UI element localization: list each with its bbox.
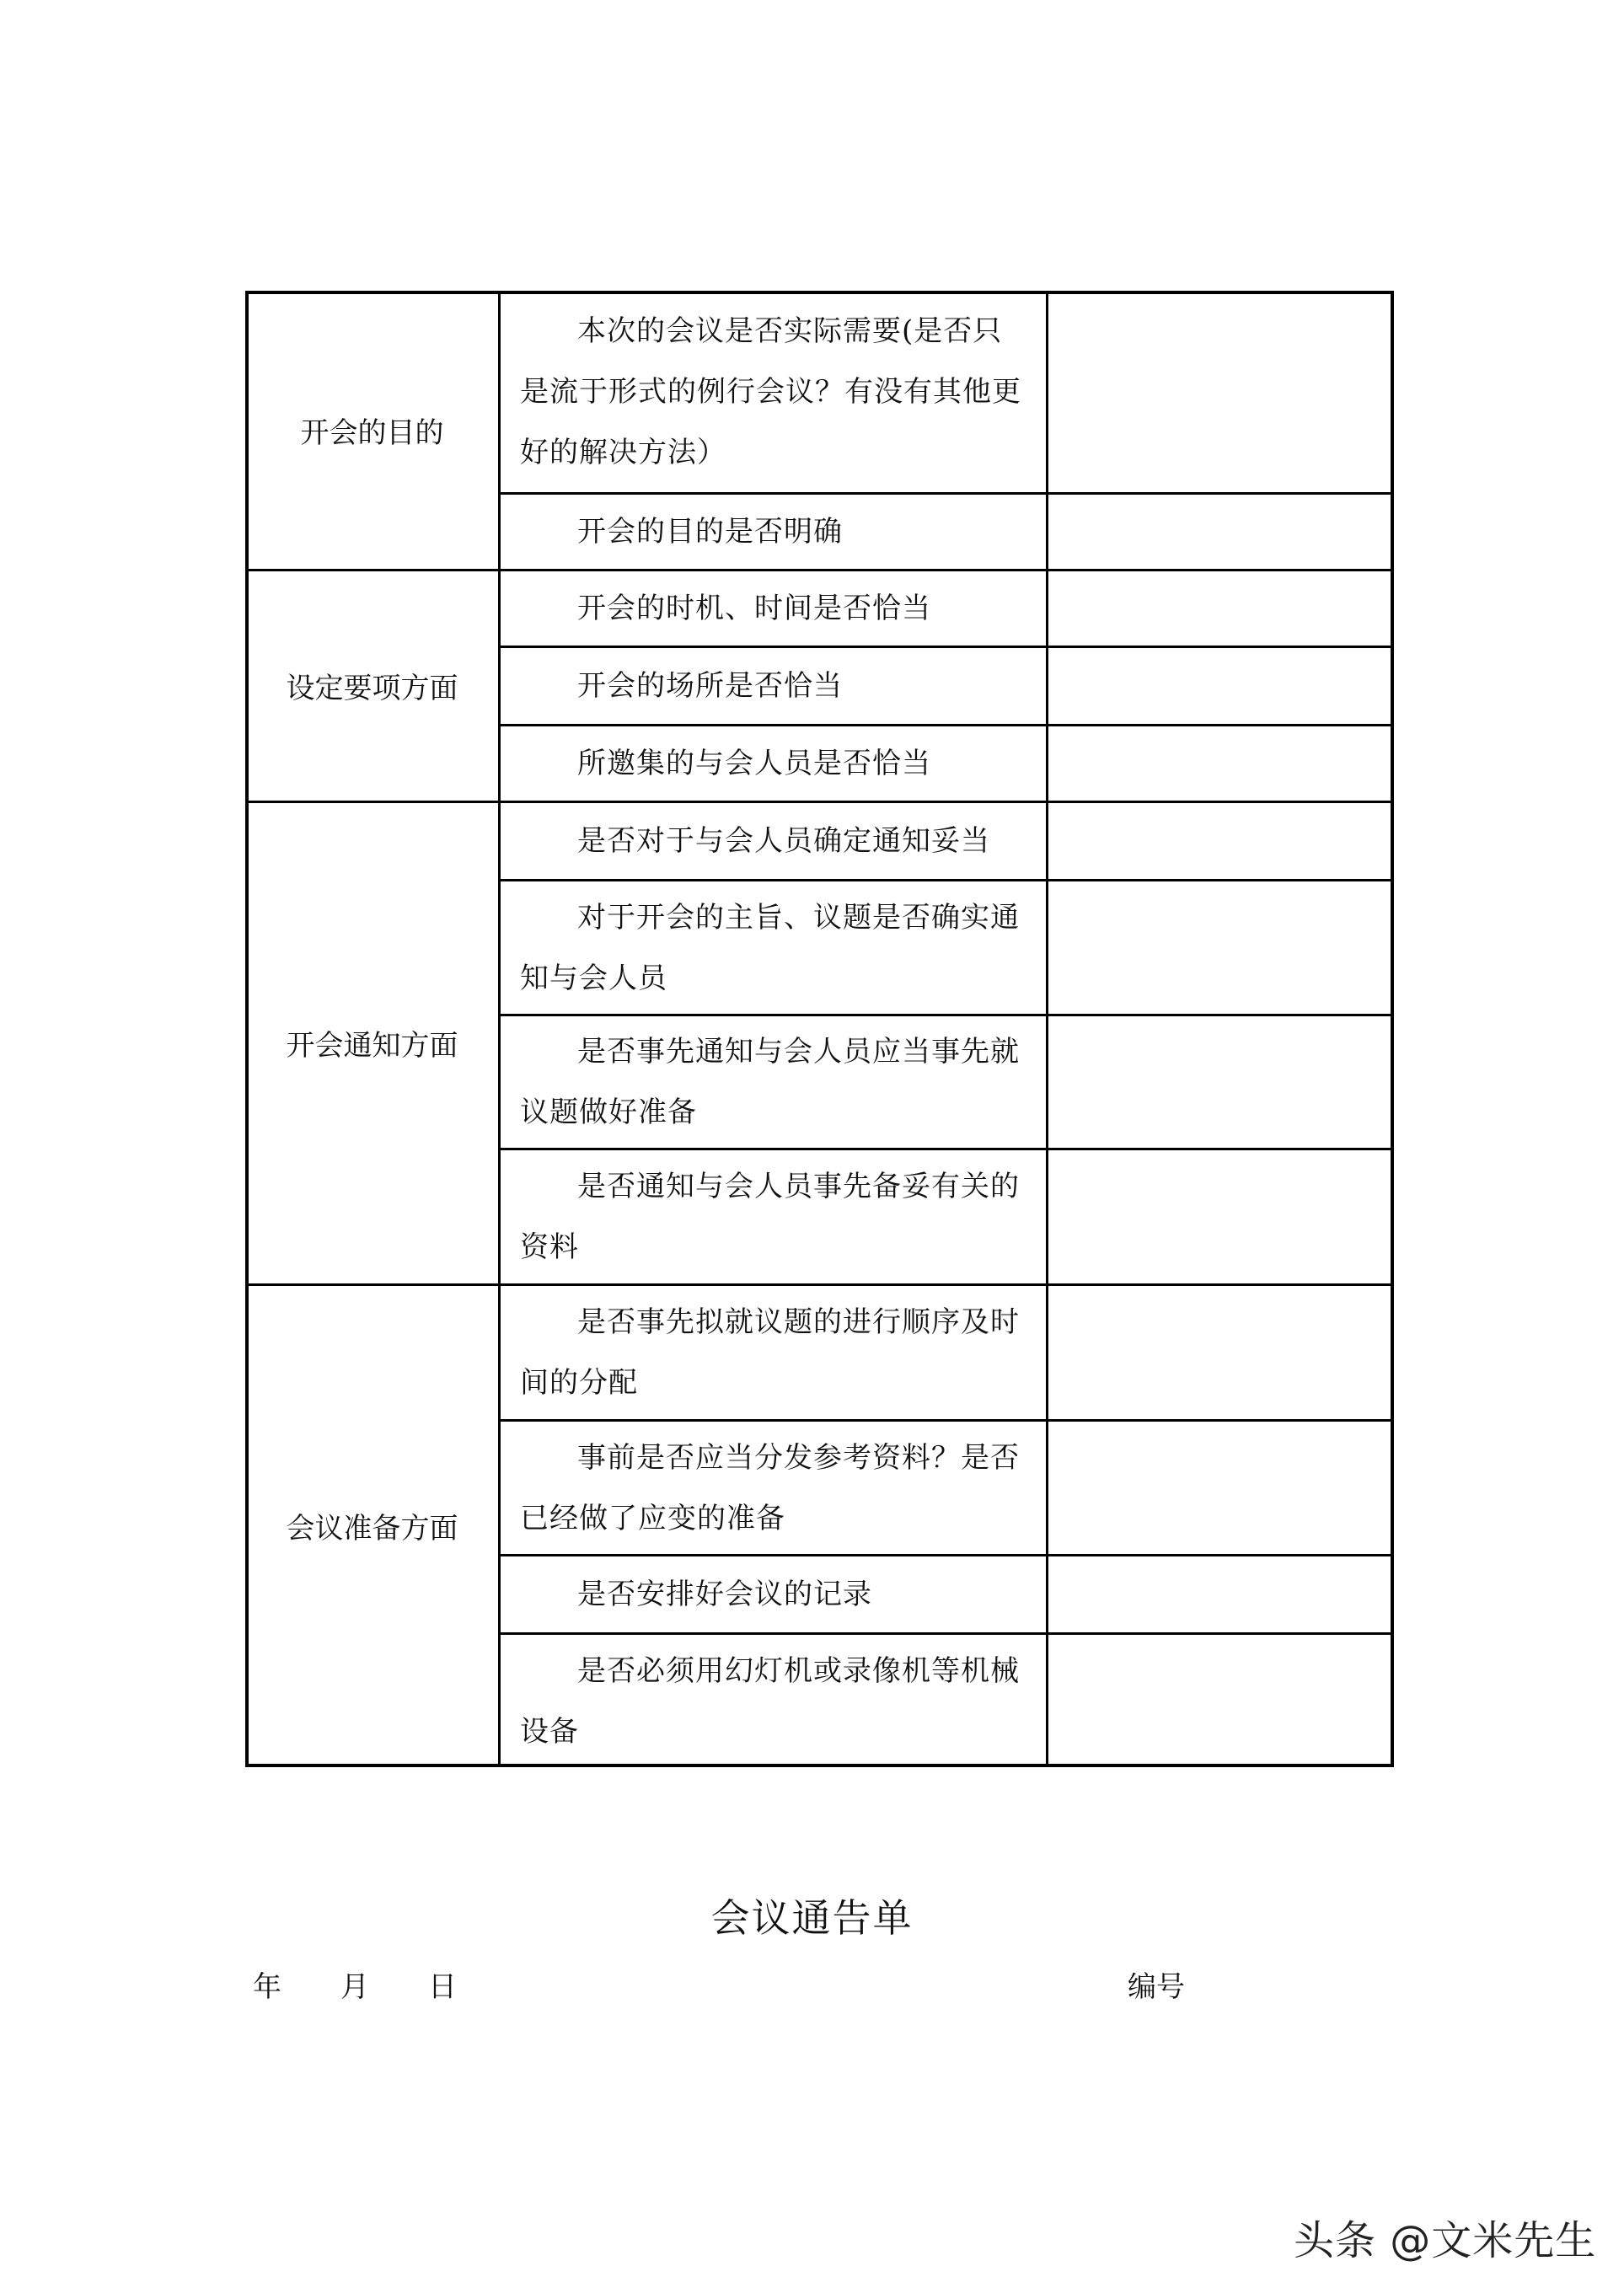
checklist-item bbox=[501, 648, 1047, 724]
item-text: 事前是否应当分发参考资料？是否已经做了应变的准备 bbox=[520, 1440, 1020, 1535]
checklist-item bbox=[501, 495, 1047, 569]
checklist-item bbox=[501, 726, 1047, 801]
serial-number-label: 编号 bbox=[1128, 1970, 1185, 2004]
item-text: 是否事先通知与会人员应当事先就议题做好准备 bbox=[520, 1035, 1020, 1129]
category-setup: 设定要项方面 bbox=[286, 671, 458, 705]
item-text: 是否对于与会人员确定通知妥当 bbox=[577, 824, 990, 858]
watermark: 头条 @文米先生 bbox=[1294, 2217, 1597, 2264]
checklist-item bbox=[501, 291, 1047, 492]
item-text: 是否通知与会人员事先备妥有关的资料 bbox=[520, 1170, 1020, 1264]
checklist-item bbox=[501, 1635, 1047, 1767]
checklist-item bbox=[501, 1286, 1047, 1419]
checklist-item bbox=[501, 571, 1047, 646]
notice-title: 会议通告单 bbox=[710, 1895, 914, 1941]
category-preparation: 会议准备方面 bbox=[286, 1512, 458, 1546]
checklist-item bbox=[501, 1422, 1047, 1554]
item-text: 是否安排好会议的记录 bbox=[577, 1578, 872, 1611]
item-text: 本次的会议是否实际需要(是否只是流于形式的例行会议？有没有其他更好的解决方法） bbox=[520, 313, 1021, 469]
checklist-item bbox=[501, 881, 1047, 1014]
item-text: 开会的场所是否恰当 bbox=[577, 669, 843, 703]
date-line bbox=[253, 1964, 516, 2005]
date-year-label: 年 bbox=[253, 1970, 281, 2004]
item-text: 是否事先拟就议题的进行顺序及时间的分配 bbox=[520, 1305, 1020, 1400]
item-text: 对于开会的主旨、议题是否确实通知与会人员 bbox=[520, 900, 1020, 995]
category-notification: 开会通知方面 bbox=[286, 1028, 458, 1063]
item-text: 所邀集的与会人员是否恰当 bbox=[577, 747, 931, 780]
date-month-label: 月 bbox=[340, 1970, 369, 2004]
checklist-item bbox=[501, 1556, 1047, 1632]
checklist-item bbox=[501, 1016, 1047, 1148]
date-day-label: 日 bbox=[428, 1970, 457, 2004]
checklist-item bbox=[501, 1150, 1047, 1283]
checklist-item bbox=[501, 803, 1047, 879]
item-text: 开会的时机、时间是否恰当 bbox=[577, 592, 931, 625]
item-text: 开会的目的是否明确 bbox=[577, 515, 843, 549]
category-purpose: 开会的目的 bbox=[300, 415, 444, 450]
item-text: 是否必须用幻灯机或录像机等机械设备 bbox=[520, 1653, 1020, 1749]
